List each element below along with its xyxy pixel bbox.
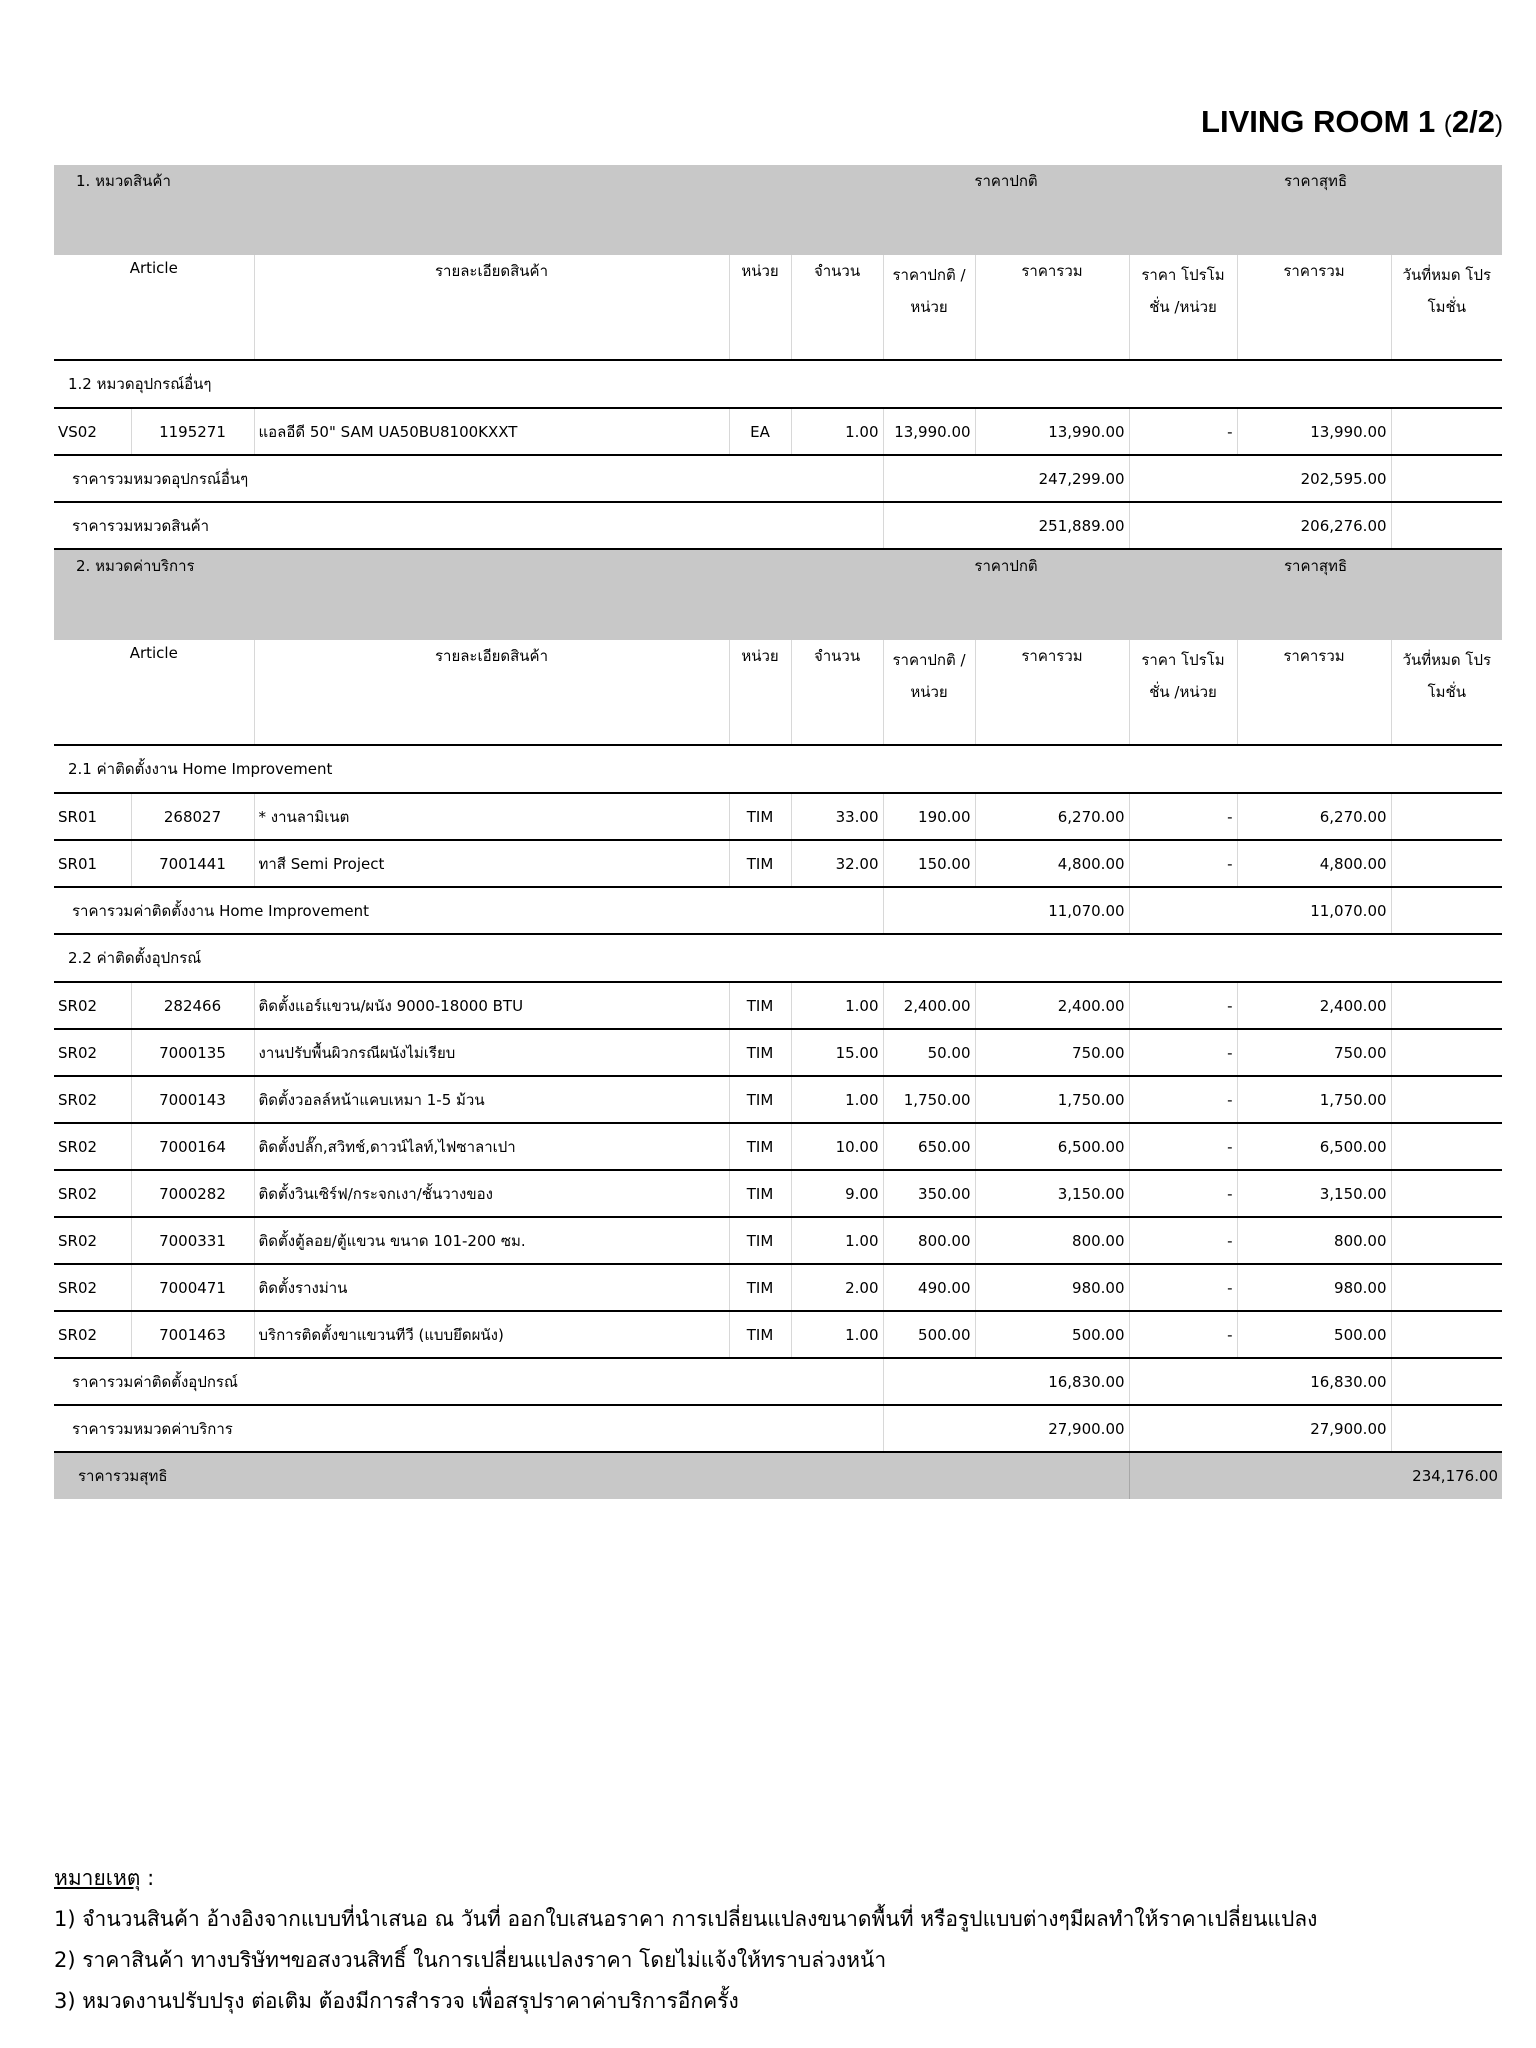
note-line: 3) หมวดงานปรับปรุง ต่อเติม ต้องมีการสำรวจ เพื่อสรุปราคาค่าบริการอีกครั้ง	[54, 1989, 739, 2013]
table-row	[54, 982, 1502, 1029]
row-net: 750.00	[1237, 1029, 1391, 1076]
row-promo: -	[1129, 840, 1237, 887]
row-promo: -	[1129, 1264, 1237, 1311]
row-net: 2,400.00	[1237, 982, 1391, 1029]
column-header-row	[54, 255, 1502, 360]
page-title	[1201, 104, 1503, 140]
table-row	[54, 840, 1502, 887]
row-price: 190.00	[883, 793, 975, 840]
section-total-empty	[1391, 502, 1502, 549]
row-unit: TIM	[729, 793, 791, 840]
subtotal-row	[54, 455, 1502, 502]
section-title: 2. หมวดค่าบริการ	[54, 549, 883, 640]
row-code: SR01	[58, 807, 98, 826]
section-total-empty	[1391, 1405, 1502, 1452]
regular-price-header: ราคาปกติ	[883, 165, 1129, 255]
row-unit: TIM	[729, 982, 791, 1029]
row-promo: -	[1129, 982, 1237, 1029]
section-total-net: 206,276.00	[1129, 502, 1391, 549]
row-promo-end	[1391, 793, 1502, 840]
row-qty: 2.00	[791, 1264, 883, 1311]
subtotal-regular: 11,070.00	[883, 887, 1129, 934]
section-total-regular: 27,900.00	[883, 1405, 1129, 1452]
row-code: SR02	[58, 1137, 98, 1156]
subtotal-empty	[1391, 1358, 1502, 1405]
subtotal-empty	[1391, 455, 1502, 502]
row-code: VS02	[58, 422, 97, 441]
row-qty: 1.00	[791, 1311, 883, 1358]
row-description: ติดตั้งรางม่าน	[254, 1264, 729, 1311]
table-row	[54, 1029, 1502, 1076]
row-net: 6,270.00	[1237, 793, 1391, 840]
row-total: 500.00	[975, 1311, 1129, 1358]
row-qty: 33.00	[791, 793, 883, 840]
row-article: 7000135	[131, 1029, 254, 1076]
col-price-per-unit: ราคาปกติ /หน่วย	[883, 255, 975, 360]
row-promo: -	[1129, 793, 1237, 840]
quotation-table	[54, 165, 1502, 1499]
row-unit: TIM	[729, 1170, 791, 1217]
row-promo: -	[1129, 408, 1237, 455]
row-article: 7001463	[131, 1311, 254, 1358]
col-net-total: ราคารวม	[1237, 640, 1391, 745]
table-row	[54, 793, 1502, 840]
row-article: 1195271	[131, 408, 254, 455]
row-qty: 1.00	[791, 1217, 883, 1264]
row-unit: TIM	[729, 1217, 791, 1264]
subsection-title: 1.2 หมวดอุปกรณ์อื่นๆ	[68, 375, 212, 393]
row-total: 6,270.00	[975, 793, 1129, 840]
col-description: รายละเอียดสินค้า	[254, 255, 729, 360]
row-promo: -	[1129, 1123, 1237, 1170]
row-article: 268027	[131, 793, 254, 840]
row-qty: 9.00	[791, 1170, 883, 1217]
table-row	[54, 408, 1502, 455]
col-promo-price: ราคา โปรโมชั่น /หน่วย	[1129, 255, 1237, 360]
row-promo: -	[1129, 1217, 1237, 1264]
row-code: SR02	[58, 1090, 98, 1109]
section-total-label: ราคารวมหมวดค่าบริการ	[72, 1419, 233, 1438]
row-code: SR01	[58, 854, 98, 873]
row-article: 282466	[131, 982, 254, 1029]
row-code: SR02	[58, 1278, 98, 1297]
subtotal-label: ราคารวมหมวดอุปกรณ์อื่นๆ	[72, 469, 249, 488]
section-total-row	[54, 502, 1502, 549]
subtotal-regular: 16,830.00	[883, 1358, 1129, 1405]
regular-price-header: ราคาปกติ	[883, 549, 1129, 640]
row-unit: TIM	[729, 840, 791, 887]
col-net-total: ราคารวม	[1237, 255, 1391, 360]
row-total: 6,500.00	[975, 1123, 1129, 1170]
subsection-title: 2.1 ค่าติดตั้งงาน Home Improvement	[68, 760, 333, 778]
subtotal-label: ราคารวมค่าติดตั้งงาน Home Improvement	[72, 901, 370, 920]
row-code: SR02	[58, 1231, 98, 1250]
table-row	[54, 1076, 1502, 1123]
note-line: 2) ราคาสินค้า ทางบริษัทฯขอสงวนสิทธิ์ ในการเปลี่ยนแปลงราคา โดยไม่แจ้งให้ทราบล่วงหน้า	[54, 1948, 887, 1972]
subtotal-regular: 247,299.00	[883, 455, 1129, 502]
row-unit: TIM	[729, 1264, 791, 1311]
row-price: 150.00	[883, 840, 975, 887]
section-total-row	[54, 1405, 1502, 1452]
row-code: SR02	[58, 1184, 98, 1203]
row-article: 7000282	[131, 1170, 254, 1217]
row-promo-end	[1391, 1123, 1502, 1170]
row-promo: -	[1129, 1170, 1237, 1217]
column-header-row	[54, 640, 1502, 745]
row-unit: TIM	[729, 1123, 791, 1170]
notes-heading-colon: :	[140, 1866, 155, 1890]
row-total: 800.00	[975, 1217, 1129, 1264]
col-qty: จำนวน	[791, 255, 883, 360]
row-price: 500.00	[883, 1311, 975, 1358]
row-qty: 15.00	[791, 1029, 883, 1076]
row-unit: TIM	[729, 1311, 791, 1358]
table-row	[54, 1311, 1502, 1358]
row-unit: EA	[729, 408, 791, 455]
col-description: รายละเอียดสินค้า	[254, 640, 729, 745]
subtotal-row	[54, 887, 1502, 934]
row-article: 7000164	[131, 1123, 254, 1170]
row-promo-end	[1391, 1217, 1502, 1264]
section-total-net: 27,900.00	[1129, 1405, 1391, 1452]
row-qty: 1.00	[791, 1076, 883, 1123]
row-promo-end	[1391, 1170, 1502, 1217]
page-title-paren-close: )	[1495, 111, 1503, 138]
row-net: 800.00	[1237, 1217, 1391, 1264]
net-price-header: ราคาสุทธิ	[1129, 549, 1502, 640]
row-unit: TIM	[729, 1076, 791, 1123]
row-description: งานปรับพื้นผิวกรณีผนังไม่เรียบ	[254, 1029, 729, 1076]
row-price: 650.00	[883, 1123, 975, 1170]
row-promo-end	[1391, 1076, 1502, 1123]
row-description: * งานลามิเนต	[254, 793, 729, 840]
row-promo-end	[1391, 1311, 1502, 1358]
col-unit: หน่วย	[729, 255, 791, 360]
row-promo: -	[1129, 1029, 1237, 1076]
row-net: 500.00	[1237, 1311, 1391, 1358]
row-promo-end	[1391, 408, 1502, 455]
row-article: 7000471	[131, 1264, 254, 1311]
row-net: 4,800.00	[1237, 840, 1391, 887]
row-promo: -	[1129, 1311, 1237, 1358]
section-header	[54, 549, 1502, 640]
row-article: 7000331	[131, 1217, 254, 1264]
row-total: 4,800.00	[975, 840, 1129, 887]
subtotal-net: 202,595.00	[1129, 455, 1391, 502]
col-article: Article	[129, 259, 178, 277]
row-code: SR02	[58, 1043, 98, 1062]
row-total: 13,990.00	[975, 408, 1129, 455]
row-qty: 32.00	[791, 840, 883, 887]
section-title: 1. หมวดสินค้า	[54, 165, 883, 255]
row-code: SR02	[58, 1325, 98, 1344]
col-unit: หน่วย	[729, 640, 791, 745]
col-total: ราคารวม	[975, 640, 1129, 745]
row-description: ติดตั้งปลั๊ก,สวิทช์,ดาวน์ไลท์,ไฟซาลาเปา	[254, 1123, 729, 1170]
row-description: บริการติดตั้งขาแขวนทีวี (แบบยึดผนัง)	[254, 1311, 729, 1358]
row-promo-end	[1391, 1029, 1502, 1076]
page-title-text: LIVING ROOM 1	[1201, 104, 1436, 139]
section-total-regular: 251,889.00	[883, 502, 1129, 549]
subtotal-net: 11,070.00	[1129, 887, 1391, 934]
table-row	[54, 1123, 1502, 1170]
table-row	[54, 1217, 1502, 1264]
row-description: ติดตั้งวอลล์หน้าแคบเหมา 1-5 ม้วน	[254, 1076, 729, 1123]
grand-total-label: ราคารวมสุทธิ	[54, 1452, 1129, 1499]
row-description: ทาสี Semi Project	[254, 840, 729, 887]
subtotal-empty	[1391, 887, 1502, 934]
row-price: 490.00	[883, 1264, 975, 1311]
col-promo-price: ราคา โปรโมชั่น /หน่วย	[1129, 640, 1237, 745]
row-price: 2,400.00	[883, 982, 975, 1029]
table-row	[54, 1170, 1502, 1217]
row-total: 980.00	[975, 1264, 1129, 1311]
row-total: 2,400.00	[975, 982, 1129, 1029]
table-row	[54, 1264, 1502, 1311]
row-qty: 10.00	[791, 1123, 883, 1170]
grand-total-row	[54, 1452, 1502, 1499]
row-promo-end	[1391, 982, 1502, 1029]
row-description: ติดตั้งตู้ลอย/ตู้แขวน ขนาด 101-200 ซม.	[254, 1217, 729, 1264]
row-code: SR02	[58, 996, 98, 1015]
subsection-row	[54, 745, 1502, 793]
col-total: ราคารวม	[975, 255, 1129, 360]
subtotal-label: ราคารวมค่าติดตั้งอุปกรณ์	[72, 1372, 238, 1391]
row-net: 1,750.00	[1237, 1076, 1391, 1123]
grand-total-value: 234,176.00	[1129, 1452, 1502, 1499]
row-description: ติดตั้งวินเซิร์ฟ/กระจกเงา/ชั้นวางของ	[254, 1170, 729, 1217]
col-qty: จำนวน	[791, 640, 883, 745]
col-promo-end: วันที่หมด โปรโมชั่น	[1391, 255, 1502, 360]
row-article: 7000143	[131, 1076, 254, 1123]
col-promo-end: วันที่หมด โปรโมชั่น	[1391, 640, 1502, 745]
note-line: 1) จำนวนสินค้า อ้างอิงจากแบบที่นำเสนอ ณ วันที่ ออกใบเสนอราคา การเปลี่ยนแปลงขนาดพื้นที่ หรือรูปแบบต่างๆมีผลทำให้ราคาเปลี่ยนแปลง	[54, 1907, 1318, 1931]
row-promo-end	[1391, 1264, 1502, 1311]
row-total: 3,150.00	[975, 1170, 1129, 1217]
row-net: 13,990.00	[1237, 408, 1391, 455]
row-article: 7001441	[131, 840, 254, 887]
row-promo-end	[1391, 840, 1502, 887]
row-price: 13,990.00	[883, 408, 975, 455]
row-promo: -	[1129, 1076, 1237, 1123]
row-total: 750.00	[975, 1029, 1129, 1076]
row-price: 50.00	[883, 1029, 975, 1076]
subtotal-row	[54, 1358, 1502, 1405]
notes-heading-text: หมายเหตุ	[54, 1866, 141, 1890]
notes-heading	[54, 1858, 1317, 1899]
subsection-title: 2.2 ค่าติดตั้งอุปกรณ์	[68, 949, 202, 967]
row-unit: TIM	[729, 1029, 791, 1076]
net-price-header: ราคาสุทธิ	[1129, 165, 1502, 255]
row-description: ติดตั้งแอร์แขวน/ผนัง 9000-18000 BTU	[254, 982, 729, 1029]
subtotal-net: 16,830.00	[1129, 1358, 1391, 1405]
row-price: 1,750.00	[883, 1076, 975, 1123]
page-title-paren-open: (	[1443, 111, 1452, 138]
row-qty: 1.00	[791, 408, 883, 455]
subsection-row	[54, 934, 1502, 982]
col-article: Article	[129, 644, 178, 662]
col-price-per-unit: ราคาปกติ /หน่วย	[883, 640, 975, 745]
notes	[54, 1858, 1317, 2022]
page-number: 2/2	[1451, 104, 1495, 139]
section-header	[54, 165, 1502, 255]
row-qty: 1.00	[791, 982, 883, 1029]
row-total: 1,750.00	[975, 1076, 1129, 1123]
row-description: แอลอีดี 50" SAM UA50BU8100KXXT	[254, 408, 729, 455]
row-net: 980.00	[1237, 1264, 1391, 1311]
subsection-row	[54, 360, 1502, 408]
row-net: 6,500.00	[1237, 1123, 1391, 1170]
section-total-label: ราคารวมหมวดสินค้า	[72, 516, 210, 535]
row-price: 800.00	[883, 1217, 975, 1264]
row-net: 3,150.00	[1237, 1170, 1391, 1217]
row-price: 350.00	[883, 1170, 975, 1217]
